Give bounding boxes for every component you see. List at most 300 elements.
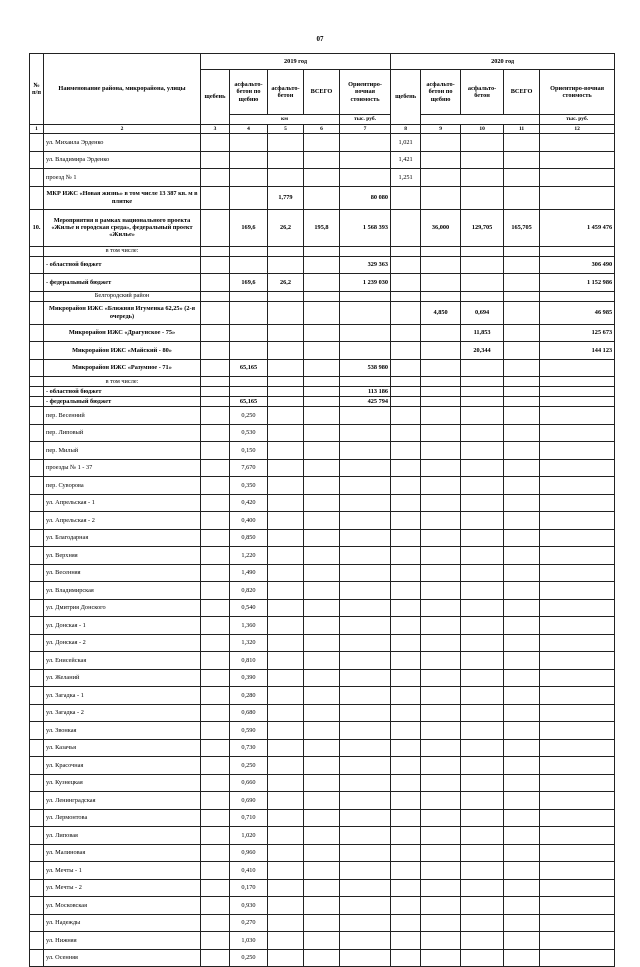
cell-col-12	[540, 291, 615, 301]
cell-col-12	[540, 739, 615, 757]
cell-col-5: 1,779	[268, 186, 304, 209]
table-row	[30, 477, 615, 495]
table-row	[30, 512, 615, 530]
table-row	[30, 739, 615, 757]
cell-col-10	[461, 739, 504, 757]
cell-col-10	[461, 757, 504, 775]
cell-col-12: 46 985	[540, 301, 615, 324]
row-number	[30, 291, 44, 301]
cell-col-4: 0,680	[230, 704, 268, 722]
cell-col-5	[268, 809, 304, 827]
cell-col-10	[461, 494, 504, 512]
row-name: ул. Малиновая	[44, 844, 201, 862]
cell-col-11	[504, 477, 540, 495]
cell-col-7	[340, 169, 391, 187]
row-number	[30, 407, 44, 425]
cell-col-11	[504, 617, 540, 635]
cell-col-8	[391, 209, 421, 246]
cell-col-11	[504, 407, 540, 425]
cell-col-4: 0,280	[230, 687, 268, 705]
cell-col-11	[504, 246, 540, 256]
cell-col-11: 165,705	[504, 209, 540, 246]
cell-col-4: 0,250	[230, 949, 268, 967]
cell-col-11	[504, 704, 540, 722]
cell-col-12	[540, 774, 615, 792]
cell-col-4: 0,390	[230, 669, 268, 687]
cell-col-10	[461, 582, 504, 600]
cell-col-9	[421, 529, 461, 547]
cell-col-11	[504, 634, 540, 652]
cell-col-8	[391, 704, 421, 722]
table-row	[30, 827, 615, 845]
cell-col-8	[391, 669, 421, 687]
cell-col-3	[201, 617, 230, 635]
cell-col-12	[540, 704, 615, 722]
cell-col-8	[391, 949, 421, 967]
cell-col-7	[340, 529, 391, 547]
table-row	[30, 617, 615, 635]
cell-col-6	[304, 879, 340, 897]
row-number	[30, 914, 44, 932]
cell-col-10	[461, 246, 504, 256]
cell-col-4	[230, 301, 268, 324]
column-number: 12	[540, 125, 615, 134]
cell-col-4: 0,690	[230, 792, 268, 810]
cell-col-3	[201, 792, 230, 810]
cell-col-7	[340, 377, 391, 387]
cell-col-9	[421, 739, 461, 757]
cell-col-10	[461, 652, 504, 670]
cell-col-10	[461, 512, 504, 530]
row-number	[30, 599, 44, 617]
cell-col-11	[504, 397, 540, 407]
row-number	[30, 274, 44, 292]
cell-col-8	[391, 424, 421, 442]
cell-col-12	[540, 246, 615, 256]
cell-col-3	[201, 529, 230, 547]
cell-col-12	[540, 932, 615, 950]
cell-col-7	[340, 494, 391, 512]
cell-col-10	[461, 879, 504, 897]
cell-col-7	[340, 634, 391, 652]
table-row	[30, 324, 615, 342]
cell-col-10	[461, 914, 504, 932]
table-row	[30, 844, 615, 862]
cell-col-5	[268, 669, 304, 687]
row-name: в том числе:	[44, 377, 201, 387]
row-number	[30, 564, 44, 582]
table-row	[30, 134, 615, 152]
cell-col-5	[268, 774, 304, 792]
cell-col-8	[391, 407, 421, 425]
cell-col-10	[461, 359, 504, 377]
cell-col-10	[461, 949, 504, 967]
cell-col-8: 1,421	[391, 151, 421, 169]
table-row	[30, 342, 615, 360]
cell-col-9	[421, 687, 461, 705]
cell-col-7	[340, 757, 391, 775]
cell-col-10	[461, 704, 504, 722]
cell-col-7	[340, 879, 391, 897]
row-name: ул. Нижняя	[44, 932, 201, 950]
header-year-2019: 2019 год	[201, 54, 391, 70]
cell-col-5	[268, 342, 304, 360]
cell-col-8	[391, 914, 421, 932]
cell-col-7: 80 080	[340, 186, 391, 209]
cell-col-12	[540, 359, 615, 377]
row-number	[30, 359, 44, 377]
cell-col-4	[230, 246, 268, 256]
cell-col-4	[230, 377, 268, 387]
cell-col-5	[268, 949, 304, 967]
row-name: ул. Московская	[44, 897, 201, 915]
cell-col-4	[230, 324, 268, 342]
cell-col-11	[504, 722, 540, 740]
header-gravel-2020: щебень	[391, 70, 421, 125]
row-name: проезды № 1 - 37	[44, 459, 201, 477]
cell-col-10	[461, 564, 504, 582]
cell-col-7	[340, 564, 391, 582]
cell-col-11	[504, 442, 540, 460]
cell-col-3	[201, 407, 230, 425]
cell-col-7	[340, 809, 391, 827]
table-row	[30, 209, 615, 246]
cell-col-12	[540, 134, 615, 152]
cell-col-7: 1 239 030	[340, 274, 391, 292]
cell-col-8	[391, 397, 421, 407]
cell-col-4: 0,150	[230, 442, 268, 460]
cell-col-3	[201, 256, 230, 274]
row-name: ул. Надежды	[44, 914, 201, 932]
column-number: 5	[268, 125, 304, 134]
table-row	[30, 774, 615, 792]
cell-col-6	[304, 809, 340, 827]
header-gravel-2019: щебень	[201, 70, 230, 125]
cell-col-4: 0,660	[230, 774, 268, 792]
cell-col-6	[304, 256, 340, 274]
cell-col-5	[268, 387, 304, 397]
row-number	[30, 722, 44, 740]
table-row	[30, 687, 615, 705]
cell-col-6	[304, 932, 340, 950]
cell-col-6	[304, 169, 340, 187]
cell-col-5: 26,2	[268, 209, 304, 246]
cell-col-5	[268, 599, 304, 617]
cell-col-9	[421, 792, 461, 810]
row-number	[30, 634, 44, 652]
header-unit-rub-2019: тыс. руб.	[340, 115, 391, 125]
cell-col-4: 0,590	[230, 722, 268, 740]
cell-col-3	[201, 387, 230, 397]
cell-col-3	[201, 739, 230, 757]
cell-col-7	[340, 246, 391, 256]
table-row	[30, 897, 615, 915]
cell-col-6	[304, 547, 340, 565]
cell-col-3	[201, 809, 230, 827]
row-number	[30, 757, 44, 775]
cell-col-3	[201, 757, 230, 775]
cell-col-6	[304, 827, 340, 845]
cell-col-5: 26,2	[268, 274, 304, 292]
row-name: ул. Весенняя	[44, 564, 201, 582]
cell-col-8	[391, 512, 421, 530]
row-number	[30, 879, 44, 897]
cell-col-10	[461, 256, 504, 274]
row-name: Белгородский район	[44, 291, 201, 301]
cell-col-10	[461, 809, 504, 827]
cell-col-3	[201, 359, 230, 377]
table-row	[30, 274, 615, 292]
row-name: ул. Енисейская	[44, 652, 201, 670]
cell-col-8	[391, 652, 421, 670]
cell-col-7	[340, 442, 391, 460]
cell-col-10	[461, 932, 504, 950]
cell-col-3	[201, 512, 230, 530]
cell-col-8	[391, 599, 421, 617]
cell-col-4: 0,400	[230, 512, 268, 530]
cell-col-5	[268, 792, 304, 810]
cell-col-6	[304, 377, 340, 387]
cell-col-11	[504, 291, 540, 301]
cell-col-7	[340, 652, 391, 670]
row-name: ул. Михаила Эрденко	[44, 134, 201, 152]
cell-col-11	[504, 739, 540, 757]
cell-col-7	[340, 617, 391, 635]
row-name: ул. Желаний	[44, 669, 201, 687]
cell-col-5	[268, 407, 304, 425]
cell-col-11	[504, 151, 540, 169]
cell-col-5	[268, 291, 304, 301]
table-row	[30, 186, 615, 209]
cell-col-3	[201, 897, 230, 915]
cell-col-12	[540, 914, 615, 932]
header-asphalt-2019: асфальто-бетон	[268, 70, 304, 115]
cell-col-10	[461, 722, 504, 740]
cell-col-7	[340, 342, 391, 360]
cell-col-8	[391, 291, 421, 301]
cell-col-5	[268, 914, 304, 932]
cell-col-7	[340, 324, 391, 342]
cell-col-3	[201, 424, 230, 442]
cell-col-3	[201, 687, 230, 705]
cell-col-12	[540, 722, 615, 740]
cell-col-12	[540, 512, 615, 530]
cell-col-11	[504, 932, 540, 950]
cell-col-7	[340, 669, 391, 687]
header-total-2020: ВСЕГО	[504, 70, 540, 115]
cell-col-5	[268, 301, 304, 324]
row-name: ул. Звонкая	[44, 722, 201, 740]
row-number	[30, 397, 44, 407]
table-row	[30, 547, 615, 565]
cell-col-4: 1,220	[230, 547, 268, 565]
cell-col-9	[421, 757, 461, 775]
cell-col-4: 0,250	[230, 407, 268, 425]
cell-col-8	[391, 547, 421, 565]
cell-col-12	[540, 387, 615, 397]
cell-col-10	[461, 617, 504, 635]
header-cost-2020: Ориентиро-вочная стоимость	[540, 70, 615, 115]
table-row	[30, 387, 615, 397]
cell-col-12	[540, 564, 615, 582]
cell-col-7	[340, 291, 391, 301]
table-row	[30, 256, 615, 274]
table-row	[30, 151, 615, 169]
cell-col-9	[421, 704, 461, 722]
cell-col-8	[391, 564, 421, 582]
row-name: ул. Апрельская - 2	[44, 512, 201, 530]
cell-col-4: 0,250	[230, 757, 268, 775]
cell-col-5	[268, 862, 304, 880]
header-asphalt-gravel-2019: асфальто-бетон по щебню	[230, 70, 268, 115]
cell-col-7	[340, 687, 391, 705]
cell-col-7	[340, 512, 391, 530]
cell-col-11	[504, 186, 540, 209]
cell-col-7	[340, 599, 391, 617]
cell-col-3	[201, 342, 230, 360]
row-number	[30, 844, 44, 862]
row-name: в том числе:	[44, 246, 201, 256]
cell-col-6	[304, 151, 340, 169]
table-row	[30, 291, 615, 301]
row-number	[30, 529, 44, 547]
road-works-table	[29, 53, 615, 967]
cell-col-3	[201, 547, 230, 565]
cell-col-12	[540, 397, 615, 407]
cell-col-9	[421, 722, 461, 740]
row-name: пер. Милый	[44, 442, 201, 460]
cell-col-5	[268, 494, 304, 512]
cell-col-9	[421, 459, 461, 477]
cell-col-12	[540, 897, 615, 915]
cell-col-10: 0,694	[461, 301, 504, 324]
cell-col-8	[391, 186, 421, 209]
row-number	[30, 477, 44, 495]
cell-col-5	[268, 529, 304, 547]
cell-col-9	[421, 774, 461, 792]
cell-col-4	[230, 256, 268, 274]
cell-col-4: 169,6	[230, 274, 268, 292]
cell-col-8	[391, 827, 421, 845]
cell-col-8	[391, 617, 421, 635]
cell-col-3	[201, 209, 230, 246]
table-row	[30, 494, 615, 512]
row-name: ул. Казачья	[44, 739, 201, 757]
cell-col-10	[461, 669, 504, 687]
cell-col-12	[540, 459, 615, 477]
header-unit-km-2019: км	[230, 115, 340, 125]
cell-col-10	[461, 827, 504, 845]
cell-col-6	[304, 274, 340, 292]
cell-col-6	[304, 757, 340, 775]
cell-col-12	[540, 169, 615, 187]
cell-col-8	[391, 862, 421, 880]
cell-col-4	[230, 342, 268, 360]
cell-col-6	[304, 687, 340, 705]
cell-col-3	[201, 274, 230, 292]
cell-col-8	[391, 359, 421, 377]
cell-col-9	[421, 862, 461, 880]
cell-col-5	[268, 256, 304, 274]
cell-col-12	[540, 186, 615, 209]
cell-col-12	[540, 634, 615, 652]
header-cost-2019: Ориентиро-вочная стоимость	[340, 70, 391, 115]
row-name: ул. Апрельская - 1	[44, 494, 201, 512]
cell-col-10	[461, 407, 504, 425]
cell-col-8	[391, 529, 421, 547]
cell-col-8	[391, 301, 421, 324]
column-number: 10	[461, 125, 504, 134]
cell-col-12	[540, 407, 615, 425]
cell-col-4: 0,420	[230, 494, 268, 512]
cell-col-5	[268, 827, 304, 845]
cell-col-3	[201, 186, 230, 209]
cell-col-12	[540, 757, 615, 775]
cell-col-12	[540, 652, 615, 670]
cell-col-10	[461, 634, 504, 652]
cell-col-7	[340, 704, 391, 722]
cell-col-6	[304, 134, 340, 152]
cell-col-4: 0,930	[230, 897, 268, 915]
cell-col-4: 65,165	[230, 359, 268, 377]
cell-col-6	[304, 291, 340, 301]
cell-col-5	[268, 757, 304, 775]
cell-col-11	[504, 134, 540, 152]
cell-col-4: 0,960	[230, 844, 268, 862]
cell-col-6	[304, 599, 340, 617]
cell-col-6	[304, 704, 340, 722]
cell-col-5	[268, 547, 304, 565]
cell-col-3	[201, 397, 230, 407]
cell-col-8	[391, 879, 421, 897]
column-number: 8	[391, 125, 421, 134]
cell-col-4: 0,540	[230, 599, 268, 617]
row-name: ул. Загадка - 2	[44, 704, 201, 722]
cell-col-8	[391, 634, 421, 652]
cell-col-9	[421, 599, 461, 617]
cell-col-11	[504, 897, 540, 915]
header-asphalt-2020: асфальто-бетон	[461, 70, 504, 115]
cell-col-12: 1 459 476	[540, 209, 615, 246]
cell-col-9	[421, 669, 461, 687]
row-number	[30, 932, 44, 950]
row-name: пер. Суворова	[44, 477, 201, 495]
cell-col-8	[391, 844, 421, 862]
cell-col-7	[340, 722, 391, 740]
cell-col-9	[421, 582, 461, 600]
cell-col-10: 11,853	[461, 324, 504, 342]
cell-col-7	[340, 424, 391, 442]
cell-col-11	[504, 582, 540, 600]
cell-col-10	[461, 424, 504, 442]
cell-col-6	[304, 914, 340, 932]
page-number: 07	[316, 35, 324, 43]
cell-col-11	[504, 377, 540, 387]
cell-col-9	[421, 564, 461, 582]
cell-col-3	[201, 324, 230, 342]
cell-col-8	[391, 932, 421, 950]
cell-col-8	[391, 377, 421, 387]
cell-col-9	[421, 186, 461, 209]
cell-col-9	[421, 844, 461, 862]
cell-col-8	[391, 324, 421, 342]
table-row	[30, 359, 615, 377]
cell-col-11	[504, 359, 540, 377]
row-number	[30, 342, 44, 360]
cell-col-9	[421, 377, 461, 387]
row-name: ул. Донская - 2	[44, 634, 201, 652]
cell-col-9	[421, 617, 461, 635]
